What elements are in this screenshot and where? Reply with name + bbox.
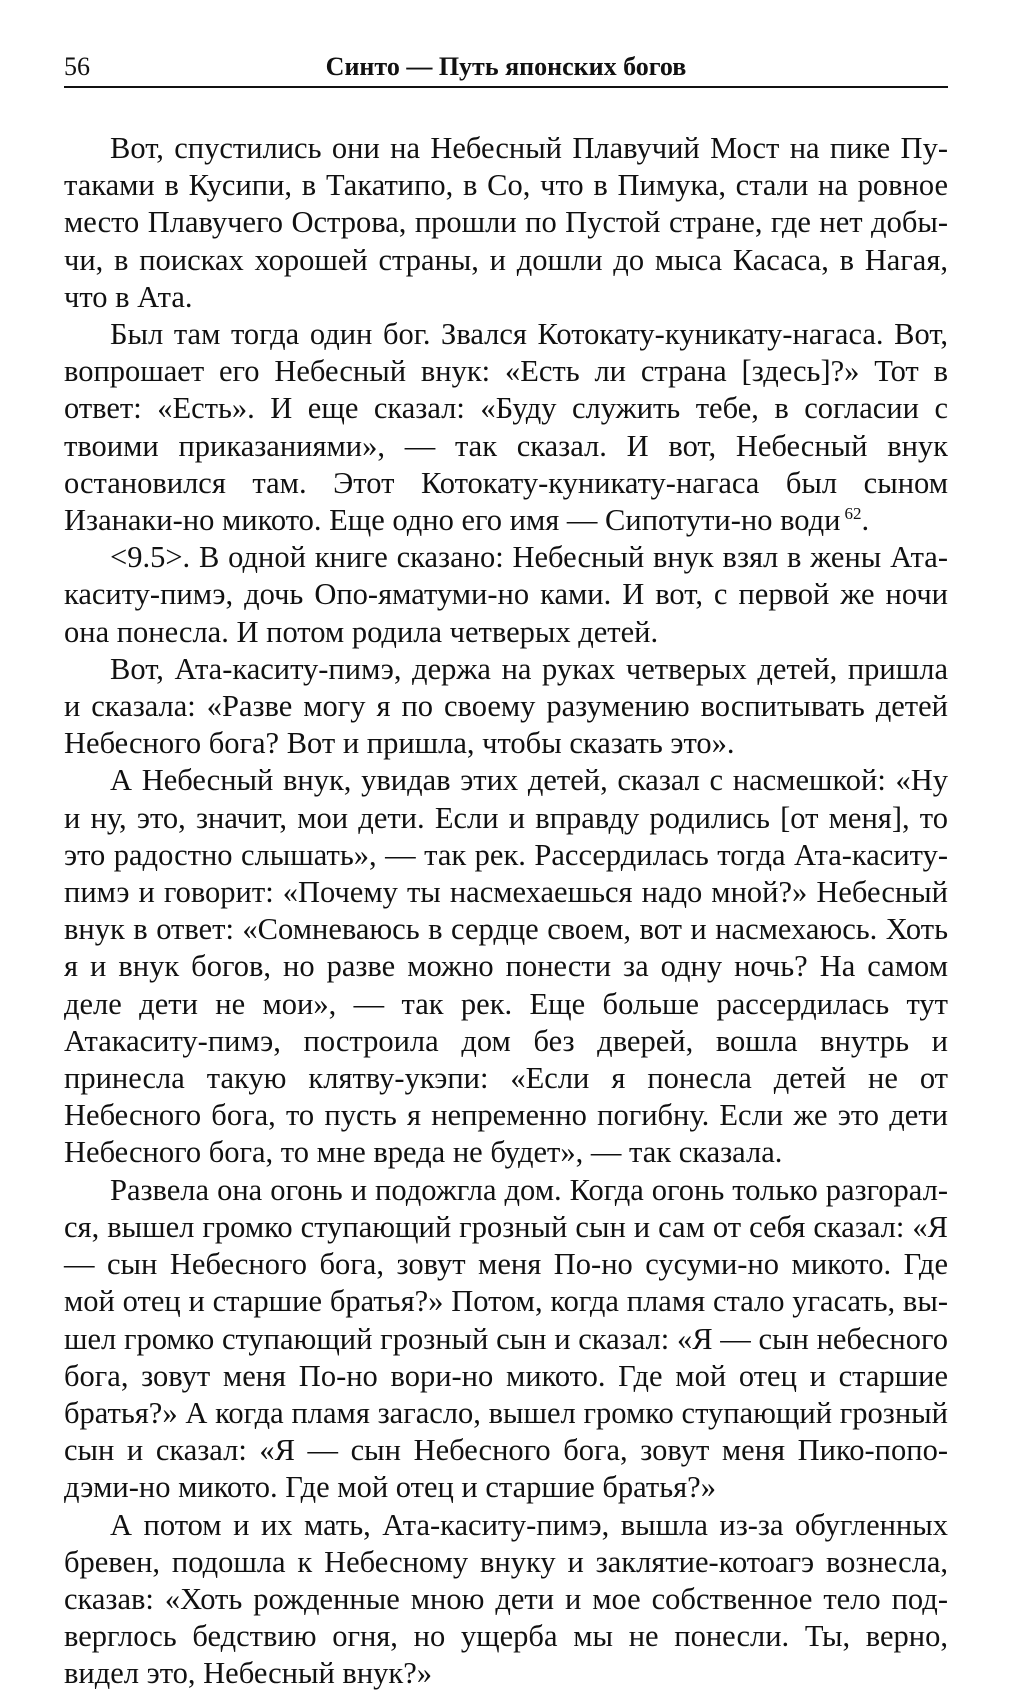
paragraph-3 [64,539,948,651]
paragraph-6 [64,1172,948,1507]
paragraph-text: Вот, Ата-каситу-пимэ, держа на руках четверых детей, пришла и сказала: «Разве могу я по своему разумению воспитывать детей Небесного бога? Вот и пришла, чтобы сказать это». [64,651,948,761]
page-number: 56 [64,52,90,81]
paragraph-text: Вот, спустились они на Небесный Плавучий Мост на пике Путаками в Кусипи, в Такатипо, в Со, что в Пимука, стали на ровное место Плавучего Острова, прошли по Пустой стране, где нет добычи, в поисках хорошей страны, и дошли до мыса Касаса, в Нагая, что в Ата. [64,131,948,314]
paragraph-5 [64,762,948,1171]
paragraph-text: Был там тогда один бог. Звался Котокату-куникату-нагаса. Вот, вопрошает его Небесный внук: «Есть ли страна [здесь]?» Тот в ответ: «Есть». И еще сказал: «Буду служить тебе, в согласии с твоими приказаниями», — так сказал. И вот, Небесный внук остановился там. Этот Котокату-куникату-нагаса был сыном Изанаки-но микото. Еще одно его имя — Сипотути-но води [64,317,948,538]
paragraph-1 [64,130,948,316]
paragraph-2 [64,316,948,539]
body-text [64,130,948,1693]
book-page [64,52,948,1693]
footnote-marker[interactable]: 62 [844,503,862,523]
running-title: Синто — Путь японских богов [325,52,687,81]
paragraph-4 [64,651,948,763]
paragraph-text: <9.5>. В одной книге сказано: Небесный внук взял в жены Ата-каситу-пимэ, дочь Опо-яматуми-но ками. И вот, с первой же ночи она понесла. И потом родила четверых детей. [64,540,948,649]
paragraph-text: А потом и их мать, Ата-каситу-пимэ, вышла из-за обугленных бревен, подошла к Небесному внуку и заклятие-котоагэ вознесла, сказав: «Хоть рожденные мною дети и мое собственное тело подверглось бедствию огня, но ущерба мы не понесли. Ты, верно, видел это, Небесный внук?» [64,1507,948,1691]
paragraph-tail: . [861,503,870,538]
paragraph-text: Развела она огонь и подожгла дом. Когда огонь только разгорался, вышел громко ступающий грозный сын и сам от себя сказал: «Я — сын Небесного бога, зовут меня По-но сусуми-но микото. Где мой отец и старшие братья?» Потом, когда пламя стало угасать, вышел громко ступающий грозный сын и сказал: «Я — сын небесного бога, зовут меня По-но вори-но микото. Где мой отец и старшие братья?» А когда пламя загасло, вышел громко ступающий грозный сын и сказал: «Я — сын Небесного бога, зовут меня Пико-поподэми-но микото. Где мой отец и старшие братья?» [64,1172,948,1505]
paragraph-text: А Небесный внук, увидав этих детей, сказал с насмешкой: «Ну и ну, это, значит, мои дети. Если и вправду родились [от меня], то это радостно слышать», — так рек. Рассердилась тогда Ата-каситу-пимэ и говорит: «Почему ты насмехаешься надо мной?» Небесный внук в ответ: «Сомневаюсь в сердце своем, вот и насмехаюсь. Хоть я и внук богов, но разве можно понести за одну ночь? На самом деле дети не мои», — так рек. Еще больше рассердилась тут Атакаситу-пимэ, построила дом без дверей, вошла внутрь и принесла такую клятву-укэпи: «Если я понесла детей не от Небесного бога, то пусть я непременно погибну. Если же это дети Небесного бога, то мне вреда не будет», — так сказала. [64,763,948,1170]
running-header [64,52,948,88]
